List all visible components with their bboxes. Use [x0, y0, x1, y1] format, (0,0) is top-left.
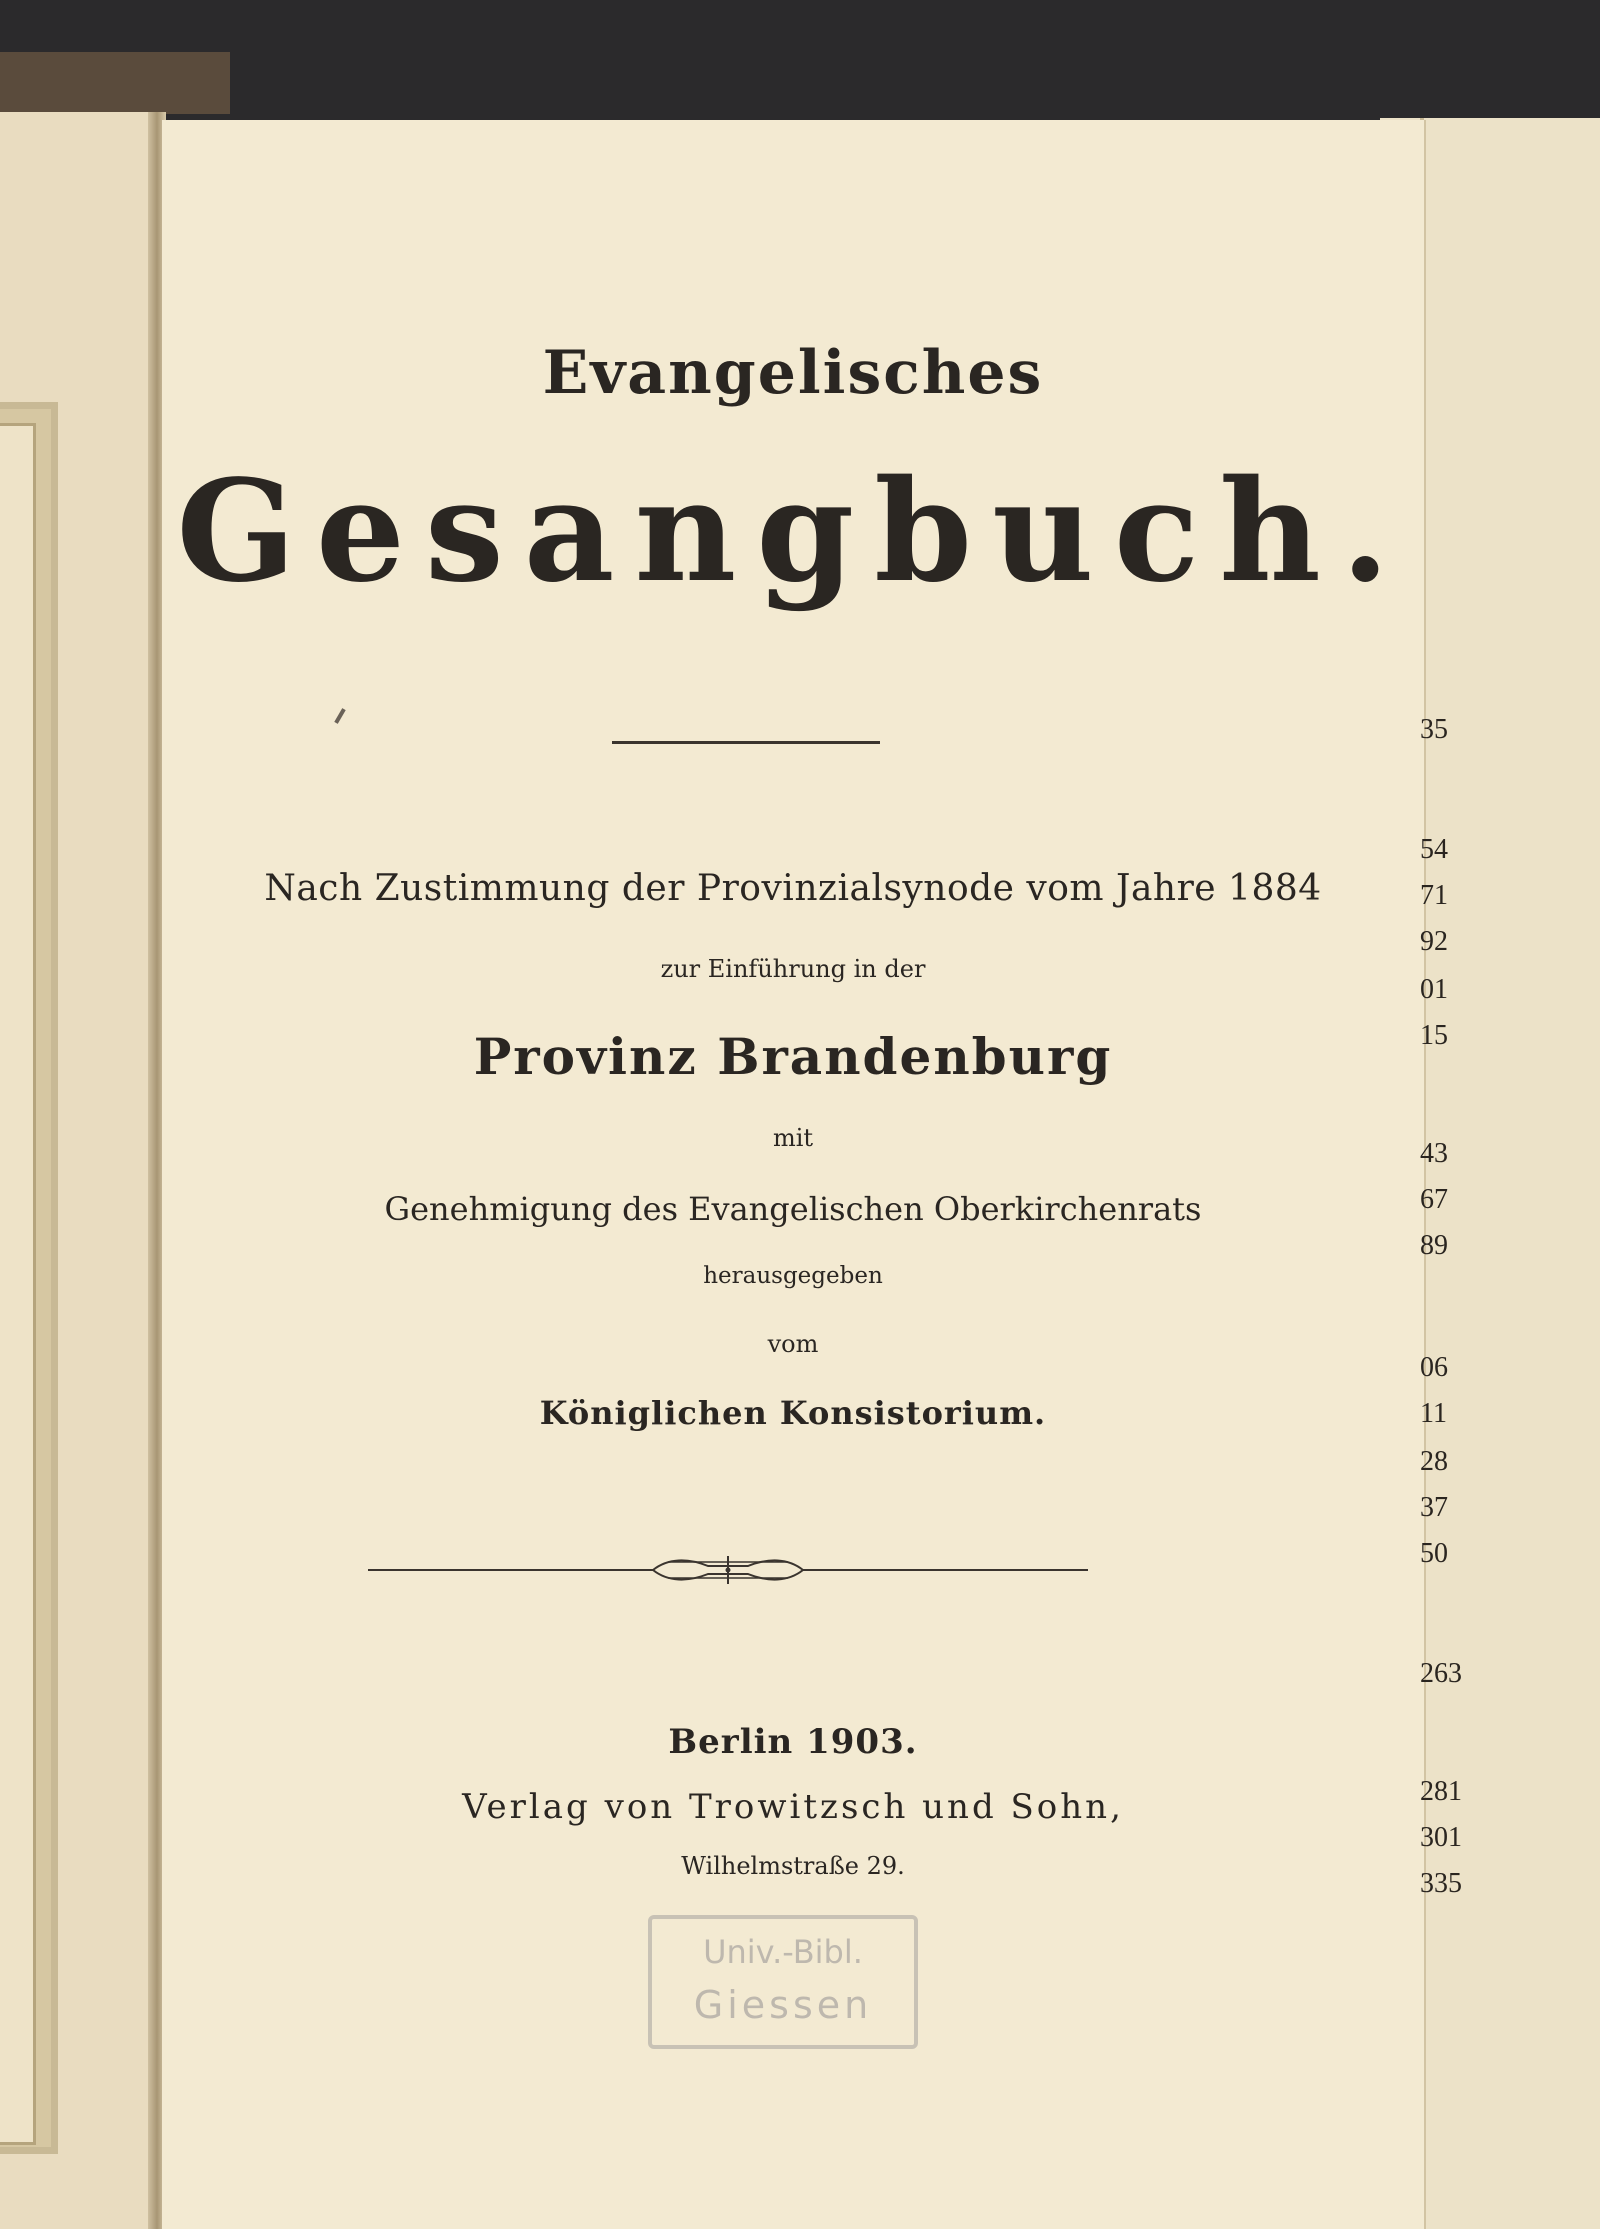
ornamental-divider — [368, 1552, 1088, 1588]
by-line: vom — [767, 1330, 819, 1358]
spine-band — [0, 52, 230, 114]
bleed-number: 281 — [1420, 1776, 1462, 1807]
bleed-number: 01 — [1420, 974, 1448, 1005]
stamp-line-1: Univ.-Bibl. — [703, 1933, 863, 1971]
bleed-through-page-numbers — [1420, 0, 1600, 2229]
bleed-number: 89 — [1420, 1230, 1448, 1261]
title-line-evangelisches: Evangelisches — [542, 338, 1044, 408]
introduction-line: zur Einführung in der — [660, 955, 926, 983]
bleed-number: 37 — [1420, 1492, 1448, 1523]
publisher-address: Wilhelmstraße 29. — [681, 1852, 905, 1880]
bleed-number: 43 — [1420, 1138, 1448, 1169]
title-line-gesangbuch: Gesangbuch. — [176, 450, 1410, 614]
permission-line: Genehmigung des Evangelischen Oberkirchenrats — [384, 1190, 1202, 1228]
authority-line: Königlichen Konsistorium. — [539, 1394, 1047, 1432]
publisher-line: Verlag von Trowitzsch und Sohn, — [462, 1787, 1124, 1827]
bleed-number: 15 — [1420, 1020, 1448, 1051]
bleed-number: 92 — [1420, 926, 1448, 957]
stamp-line-2: Giessen — [693, 1983, 873, 2027]
place-and-year: Berlin 1903. — [668, 1722, 918, 1762]
approval-line: Nach Zustimmung der Provinzialsynode vom Jahre 1884 — [264, 868, 1322, 909]
bleed-number: 54 — [1420, 834, 1448, 865]
bleed-number: 335 — [1420, 1868, 1462, 1899]
left-endpaper-frame — [0, 402, 58, 2154]
bleed-number: 67 — [1420, 1184, 1448, 1215]
bleed-number: 35 — [1420, 714, 1448, 745]
title-divider-rule — [612, 741, 880, 744]
library-stamp — [648, 1915, 918, 2049]
bleed-number: 301 — [1420, 1822, 1462, 1853]
bleed-number: 28 — [1420, 1446, 1448, 1477]
left-endpaper-inner-frame — [0, 423, 36, 2145]
bleed-number: 06 — [1420, 1352, 1448, 1383]
bleed-number: 71 — [1420, 880, 1448, 911]
province-heading: Provinz Brandenburg — [473, 1027, 1113, 1086]
with-line: mit — [772, 1124, 814, 1152]
bleed-number: 11 — [1420, 1398, 1447, 1429]
book-cover-top — [0, 0, 1600, 135]
bleed-number: 50 — [1420, 1538, 1448, 1569]
bleed-number: 263 — [1420, 1658, 1462, 1689]
title-page — [162, 120, 1426, 2229]
left-endpaper — [0, 112, 160, 2229]
published-line: herausgegeben — [703, 1263, 883, 1289]
